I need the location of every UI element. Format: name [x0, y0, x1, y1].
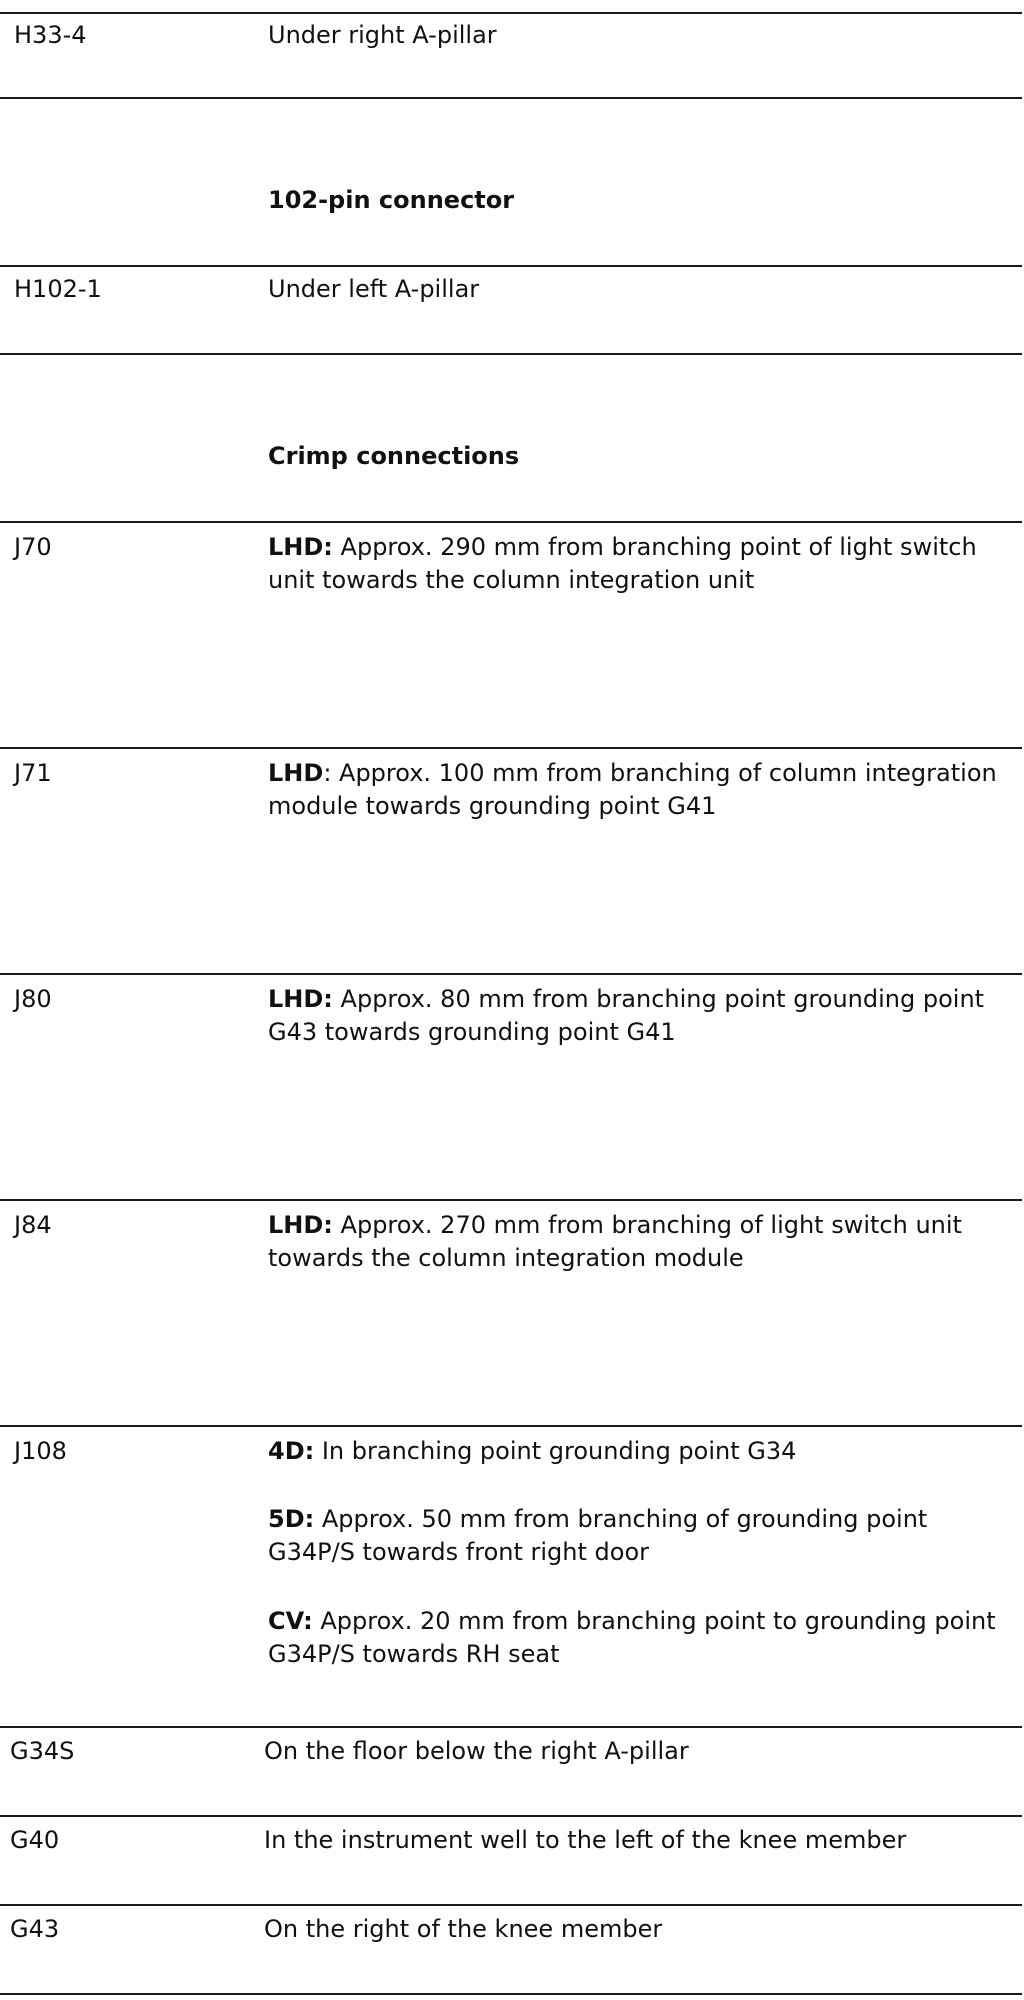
section-heading: Crimp connections — [268, 442, 520, 470]
variant-text: Approx. 290 mm from branching point of light switch unit towards the column integration unit — [268, 533, 977, 594]
location-description: Under left A-pillar — [268, 275, 480, 303]
variant-text: Approx. 20 mm from branching point to grounding point G34P/S towards RH seat — [268, 1607, 996, 1668]
rule — [0, 1815, 1022, 1817]
location-description — [268, 1209, 1008, 1275]
connector-code: J84 — [14, 1211, 52, 1239]
variant-label: 4D: — [268, 1437, 315, 1465]
rule — [0, 97, 1022, 99]
variant-label: LHD: — [268, 533, 333, 561]
location-description: Under right A-pillar — [268, 21, 497, 49]
rule — [0, 1726, 1022, 1728]
connector-code: J80 — [14, 985, 52, 1013]
location-description: On the floor below the right A-pillar — [264, 1737, 689, 1765]
rule — [0, 747, 1022, 749]
location-description — [268, 757, 1008, 823]
section-heading: 102-pin connector — [268, 186, 515, 214]
location-description — [268, 1435, 1008, 1468]
variant-text: : Approx. 100 mm from branching of column integration module towards grounding point G41 — [268, 759, 997, 820]
connector-code: J71 — [14, 759, 52, 787]
rule — [0, 1993, 1022, 1995]
rule — [0, 265, 1022, 267]
variant-label: LHD — [268, 759, 324, 787]
variant-text: Approx. 50 mm from branching of grounding point G34P/S towards front right door — [268, 1505, 928, 1566]
rule — [0, 973, 1022, 975]
rule — [0, 12, 1022, 14]
rule — [0, 1904, 1022, 1906]
location-description: On the right of the knee member — [264, 1915, 663, 1943]
variant-label: 5D: — [268, 1505, 315, 1533]
location-description — [268, 1503, 1008, 1569]
connector-code: J108 — [14, 1437, 67, 1465]
location-description — [268, 531, 1008, 597]
rule — [0, 353, 1022, 355]
variant-label: LHD: — [268, 985, 333, 1013]
location-description: In the instrument well to the left of the knee member — [264, 1826, 907, 1854]
grounding-point-code: G40 — [10, 1826, 60, 1854]
variant-label: CV: — [268, 1607, 313, 1635]
grounding-point-code: G43 — [10, 1915, 60, 1943]
connector-code: J70 — [14, 533, 52, 561]
rule — [0, 521, 1022, 523]
variant-label: LHD: — [268, 1211, 333, 1239]
variant-text: Approx. 270 mm from branching of light switch unit towards the column integration module — [268, 1211, 962, 1272]
location-description — [268, 1605, 1008, 1671]
rule — [0, 1199, 1022, 1201]
connector-code: H33-4 — [14, 21, 87, 49]
location-description — [268, 983, 1008, 1049]
variant-text: Approx. 80 mm from branching point grounding point G43 towards grounding point G41 — [268, 985, 985, 1046]
grounding-point-code: G34S — [10, 1737, 75, 1765]
variant-text: In branching point grounding point G34 — [314, 1437, 797, 1465]
rule — [0, 1425, 1022, 1427]
connector-code: H102-1 — [14, 275, 102, 303]
